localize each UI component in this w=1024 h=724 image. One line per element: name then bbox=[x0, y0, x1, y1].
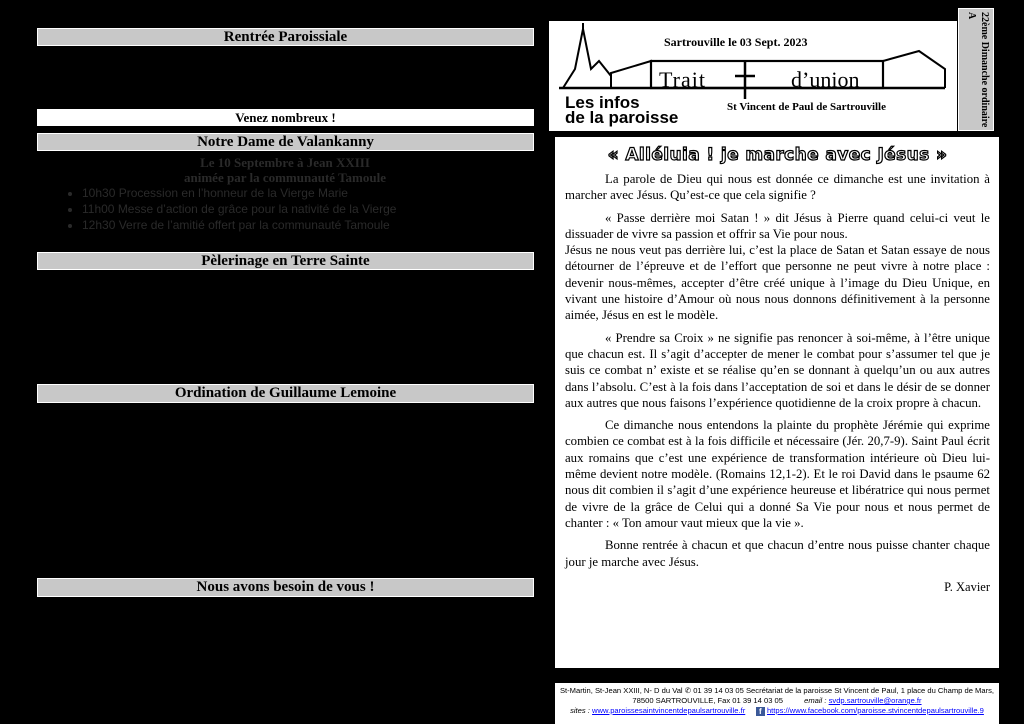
logo-text-right: d’union bbox=[791, 67, 860, 92]
program-item: • 11h00 Messe d’action de grâce pour la nativité de la Vierge bbox=[82, 201, 530, 217]
parish-name: St Vincent de Paul de Sartrouville bbox=[727, 101, 886, 113]
sunday-line2: A bbox=[966, 12, 977, 20]
infos-line1: Les infos bbox=[565, 93, 640, 112]
article-paragraph: Bonne rentrée à chacun et que chacun d’entre nous puisse chanter chaque jour je marche avec Jésus. bbox=[565, 538, 990, 569]
liturgical-sunday-label bbox=[963, 12, 991, 128]
contact-footer bbox=[555, 683, 999, 724]
valankanny-line2: animée par la communauté Tamoule bbox=[184, 170, 386, 185]
footer-line2 bbox=[555, 696, 999, 706]
sunday-line1: 22ème Dimanche ordinaire bbox=[979, 12, 990, 128]
footer-line1: St-Martin, St-Jean XXIII, N- D du Val ✆ 01 39 14 03 05 Secrétariat de la paroisse St Vincent de Paul, 1 place du Champ de Mars, bbox=[559, 686, 995, 695]
facebook-icon: f bbox=[756, 707, 765, 716]
article-paragraph: Jésus ne nous veut pas derrière lui, c’est la place de Satan et Satan essaye de nous détourner de l’épreuve et de l’effort que personne ne peut vivre à notre place : devenir nous-mêmes, accepter d’être créé unique à l’image du Dieu Unique, en vivant une histoire d’Amour où nous nous donnons définitivement à la personne aimée, Jésus en est le modèle. bbox=[565, 243, 990, 323]
program-item: • 10h30 Procession en l’honneur de la Vierge Marie bbox=[82, 185, 530, 201]
program-item: • 12h30 Verre de l’amitié offert par la communauté Tamoule bbox=[82, 217, 530, 233]
email-link[interactable]: svdp.sartrouville@orange.fr bbox=[828, 696, 922, 705]
valankanny-program-list bbox=[40, 185, 530, 233]
rentree-heading: Rentrée Paroissiale bbox=[37, 28, 534, 46]
article-paragraph: « Passe derrière moi Satan ! » dit Jésus à Pierre quand celui-ci veut le dissuader de vivre sa passion et offrir sa Vie pour nous. bbox=[565, 210, 990, 241]
logo-text-left: Trait bbox=[659, 67, 706, 92]
footer-line3 bbox=[555, 706, 999, 716]
email-label: email : bbox=[804, 696, 827, 705]
facebook-link[interactable]: https://www.facebook.com/paroisse.stvincentdepaulsartrouville.9 bbox=[766, 706, 984, 715]
liturgical-sunday-box bbox=[958, 8, 994, 131]
ordination-heading: Ordination de Guillaume Lemoine bbox=[37, 384, 534, 403]
rentree-note: Venez nombreux ! bbox=[37, 109, 534, 126]
infos-line2: de la paroisse bbox=[565, 108, 679, 127]
pelerinage-heading: Pèlerinage en Terre Sainte bbox=[37, 252, 534, 270]
article-paragraph: Ce dimanche nous entendons la plainte du prophète Jérémie qui exprime combien ce combat est à la fois difficile et nécessaire (Jér. 20,7-9). Saint Paul écrit aux romains que c’est une expérience de transformation intérieure où Dieu lui-même devient notre modèle. (Romains 12,1-2). Et le roi David dans le psaume 62 nous dit combien il s’agit d’une expérience heureuse et libératrice qui nous permet de vivre de la grâce de Celui qui a donné Sa Vie pour nous et nous permet de chanter : « Ton amour vaut mieux que la vie ». bbox=[565, 418, 990, 530]
article-paragraph: « Prendre sa Croix » ne signifie pas renoncer à soi-même, à l’être unique que chacun est. Il s’agit d’accepter de mener le combat pour s’assumer tel que je suis ce combat n’ existe et se réalise qu’en se donnant à quelqu’un ou aux autres dans l’absolu. C’est à la fois dans l’acceptation de soi et dans le désir de se donner aux autres que nous faisons l’expérience quotidienne de la croix propre à chacun. bbox=[565, 330, 990, 410]
valankanny-heading: Notre Dame de Valankanny bbox=[37, 133, 534, 151]
valankanny-details bbox=[40, 155, 530, 233]
sites-label: sites : bbox=[570, 706, 590, 715]
footer-address: 78500 SARTROUVILLE, Fax 01 39 14 03 05 bbox=[632, 696, 783, 705]
issue-date: Sartrouville le 03 Sept. 2023 bbox=[664, 35, 808, 49]
valankanny-line1: Le 10 Septembre à Jean XXIII bbox=[200, 155, 370, 170]
masthead bbox=[549, 21, 957, 131]
article-paragraph: La parole de Dieu qui nous est donnée ce dimanche est une invitation à marcher avec Jésus. Qu’est-ce que cela signifie ? bbox=[565, 172, 990, 203]
editorial-article bbox=[555, 137, 999, 668]
article-signature: P. Xavier bbox=[944, 579, 990, 594]
website-link[interactable]: www.paroissesaintvincentdepaulsartrouville.fr bbox=[592, 706, 746, 715]
article-title: « Alléluia ! je marche avec Jésus » bbox=[607, 145, 948, 165]
besoin-heading: Nous avons besoin de vous ! bbox=[37, 578, 534, 597]
